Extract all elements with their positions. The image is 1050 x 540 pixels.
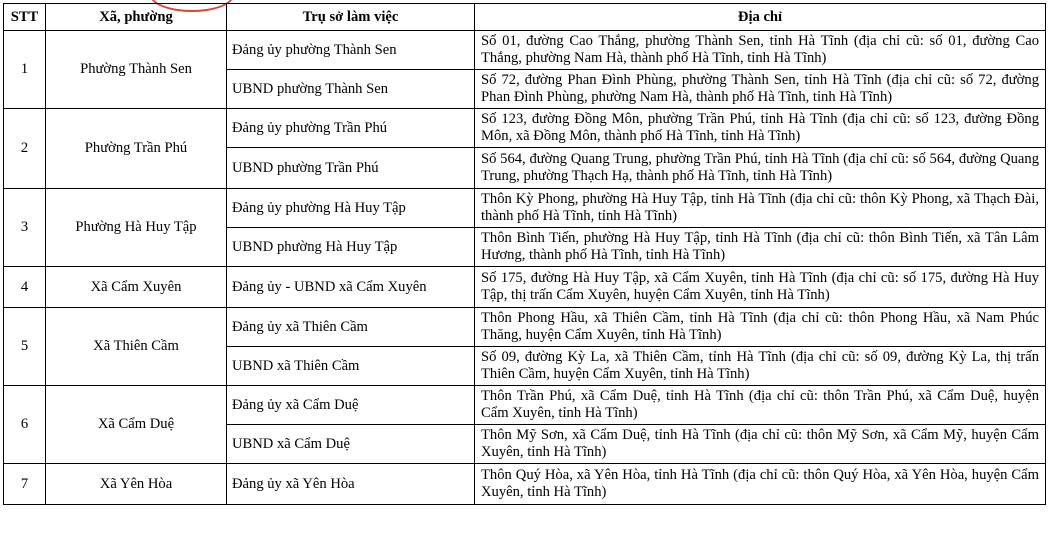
table-row bbox=[4, 464, 1046, 505]
table-row bbox=[4, 189, 1046, 228]
stt-cell: 3 bbox=[4, 189, 46, 267]
office-name-cell: UBND xã Thiên Cầm bbox=[227, 347, 475, 386]
address-cell: Số 01, đường Cao Thắng, phường Thành Sen, tỉnh Hà Tĩnh (địa chỉ cũ: số 01, đường Cao Thắng, phường Nam Hà, thành phố Hà Tĩnh, tỉnh Hà Tĩnh) bbox=[475, 31, 1046, 70]
address-cell: Số 72, đường Phan Đình Phùng, phường Thành Sen, tỉnh Hà Tĩnh (địa chỉ cũ: số 72, đường Phan Đình Phùng, phường Nam Hà, thành phố Hà Tĩnh, tỉnh Hà Tĩnh) bbox=[475, 70, 1046, 109]
address-cell: Thôn Kỳ Phong, phường Hà Huy Tập, tỉnh Hà Tĩnh (địa chỉ cũ: thôn Kỳ Phong, xã Thạch Đài, thành phố Hà Tĩnh, tỉnh Hà Tĩnh) bbox=[475, 189, 1046, 228]
address-cell: Thôn Phong Hầu, xã Thiên Cầm, tỉnh Hà Tĩnh (địa chỉ cũ: thôn Phong Hầu, xã Nam Phúc Thăng, huyện Cẩm Xuyên, tỉnh Hà Tĩnh) bbox=[475, 308, 1046, 347]
office-name-cell: UBND xã Cẩm Duệ bbox=[227, 425, 475, 464]
office-name-cell: UBND phường Thành Sen bbox=[227, 70, 475, 109]
office-name-cell: Đảng ủy phường Hà Huy Tập bbox=[227, 189, 475, 228]
xa-phuong-cell: Xã Thiên Cầm bbox=[46, 308, 227, 386]
address-cell: Thôn Trần Phú, xã Cẩm Duệ, tỉnh Hà Tĩnh (địa chỉ cũ: thôn Trần Phú, xã Cẩm Duệ, huyện Cẩm Xuyên, tỉnh Hà Tĩnh) bbox=[475, 386, 1046, 425]
header-row bbox=[4, 4, 1046, 31]
xa-phuong-cell: Xã Cẩm Xuyên bbox=[46, 267, 227, 308]
stt-cell: 4 bbox=[4, 267, 46, 308]
office-name-cell: Đảng ủy phường Trần Phú bbox=[227, 109, 475, 148]
address-cell: Số 123, đường Đồng Môn, phường Trần Phú, tỉnh Hà Tĩnh (địa chỉ cũ: số 123, đường Đồng Môn, xã Đồng Môn, thành phố Hà Tĩnh, tỉnh Hà Tĩnh) bbox=[475, 109, 1046, 148]
xa-phuong-cell: Phường Thành Sen bbox=[46, 31, 227, 109]
table-row bbox=[4, 386, 1046, 425]
xa-phuong-cell: Phường Hà Huy Tập bbox=[46, 189, 227, 267]
stt-cell: 6 bbox=[4, 386, 46, 464]
header-dia-chi: Địa chỉ bbox=[475, 4, 1046, 31]
office-name-cell: Đảng ủy phường Thành Sen bbox=[227, 31, 475, 70]
office-name-cell: Đảng ủy - UBND xã Cẩm Xuyên bbox=[227, 267, 475, 308]
header-xa-phuong: Xã, phường bbox=[46, 4, 227, 31]
xa-phuong-cell: Phường Trần Phú bbox=[46, 109, 227, 189]
address-cell: Thôn Bình Tiến, phường Hà Huy Tập, tỉnh Hà Tĩnh (địa chỉ cũ: thôn Bình Tiến, xã Tân Lâm Hương, thành phố Hà Tĩnh, tỉnh Hà Tĩnh) bbox=[475, 228, 1046, 267]
address-cell: Thôn Mỹ Sơn, xã Cẩm Duệ, tỉnh Hà Tĩnh (địa chỉ cũ: thôn Mỹ Sơn, xã Cẩm Mỹ, huyện Cẩm Xuyên, tỉnh Hà Tĩnh) bbox=[475, 425, 1046, 464]
address-cell: Thôn Quý Hòa, xã Yên Hòa, tỉnh Hà Tĩnh (địa chỉ cũ: thôn Quý Hòa, xã Yên Hòa, huyện Cẩm Xuyên, tỉnh Hà Tĩnh) bbox=[475, 464, 1046, 505]
stt-cell: 5 bbox=[4, 308, 46, 386]
stt-cell: 7 bbox=[4, 464, 46, 505]
header-stt: STT bbox=[4, 4, 46, 31]
stt-cell: 2 bbox=[4, 109, 46, 189]
address-cell: Số 175, đường Hà Huy Tập, xã Cẩm Xuyên, tỉnh Hà Tĩnh (địa chỉ cũ: số 175, đường Hà Huy Tập, thị trấn Cẩm Xuyên, huyện Cẩm Xuyên, tỉnh Hà Tĩnh) bbox=[475, 267, 1046, 308]
office-address-table bbox=[3, 3, 1046, 505]
office-name-cell: UBND phường Trần Phú bbox=[227, 148, 475, 189]
table-row bbox=[4, 267, 1046, 308]
office-name-cell: Đảng ủy xã Cẩm Duệ bbox=[227, 386, 475, 425]
stt-cell: 1 bbox=[4, 31, 46, 109]
xa-phuong-cell: Xã Yên Hòa bbox=[46, 464, 227, 505]
office-name-cell: UBND phường Hà Huy Tập bbox=[227, 228, 475, 267]
office-name-cell: Đảng ủy xã Thiên Cầm bbox=[227, 308, 475, 347]
address-cell: Số 09, đường Kỳ La, xã Thiên Cầm, tỉnh Hà Tĩnh (địa chỉ cũ: số 09, đường Kỳ La, thị trấn Thiên Cầm, huyện Cẩm Xuyên, tỉnh Hà Tĩnh) bbox=[475, 347, 1046, 386]
table-row bbox=[4, 308, 1046, 347]
header-tru-so: Trụ sở làm việc bbox=[227, 4, 475, 31]
table-row bbox=[4, 31, 1046, 70]
table-row bbox=[4, 109, 1046, 148]
xa-phuong-cell: Xã Cẩm Duệ bbox=[46, 386, 227, 464]
address-cell: Số 564, đường Quang Trung, phường Trần Phú, tỉnh Hà Tĩnh (địa chỉ cũ: số 564, đường Quang Trung, phường Thạch Hạ, thành phố Hà Tĩnh, tỉnh Hà Tĩnh) bbox=[475, 148, 1046, 189]
office-name-cell: Đảng ủy xã Yên Hòa bbox=[227, 464, 475, 505]
